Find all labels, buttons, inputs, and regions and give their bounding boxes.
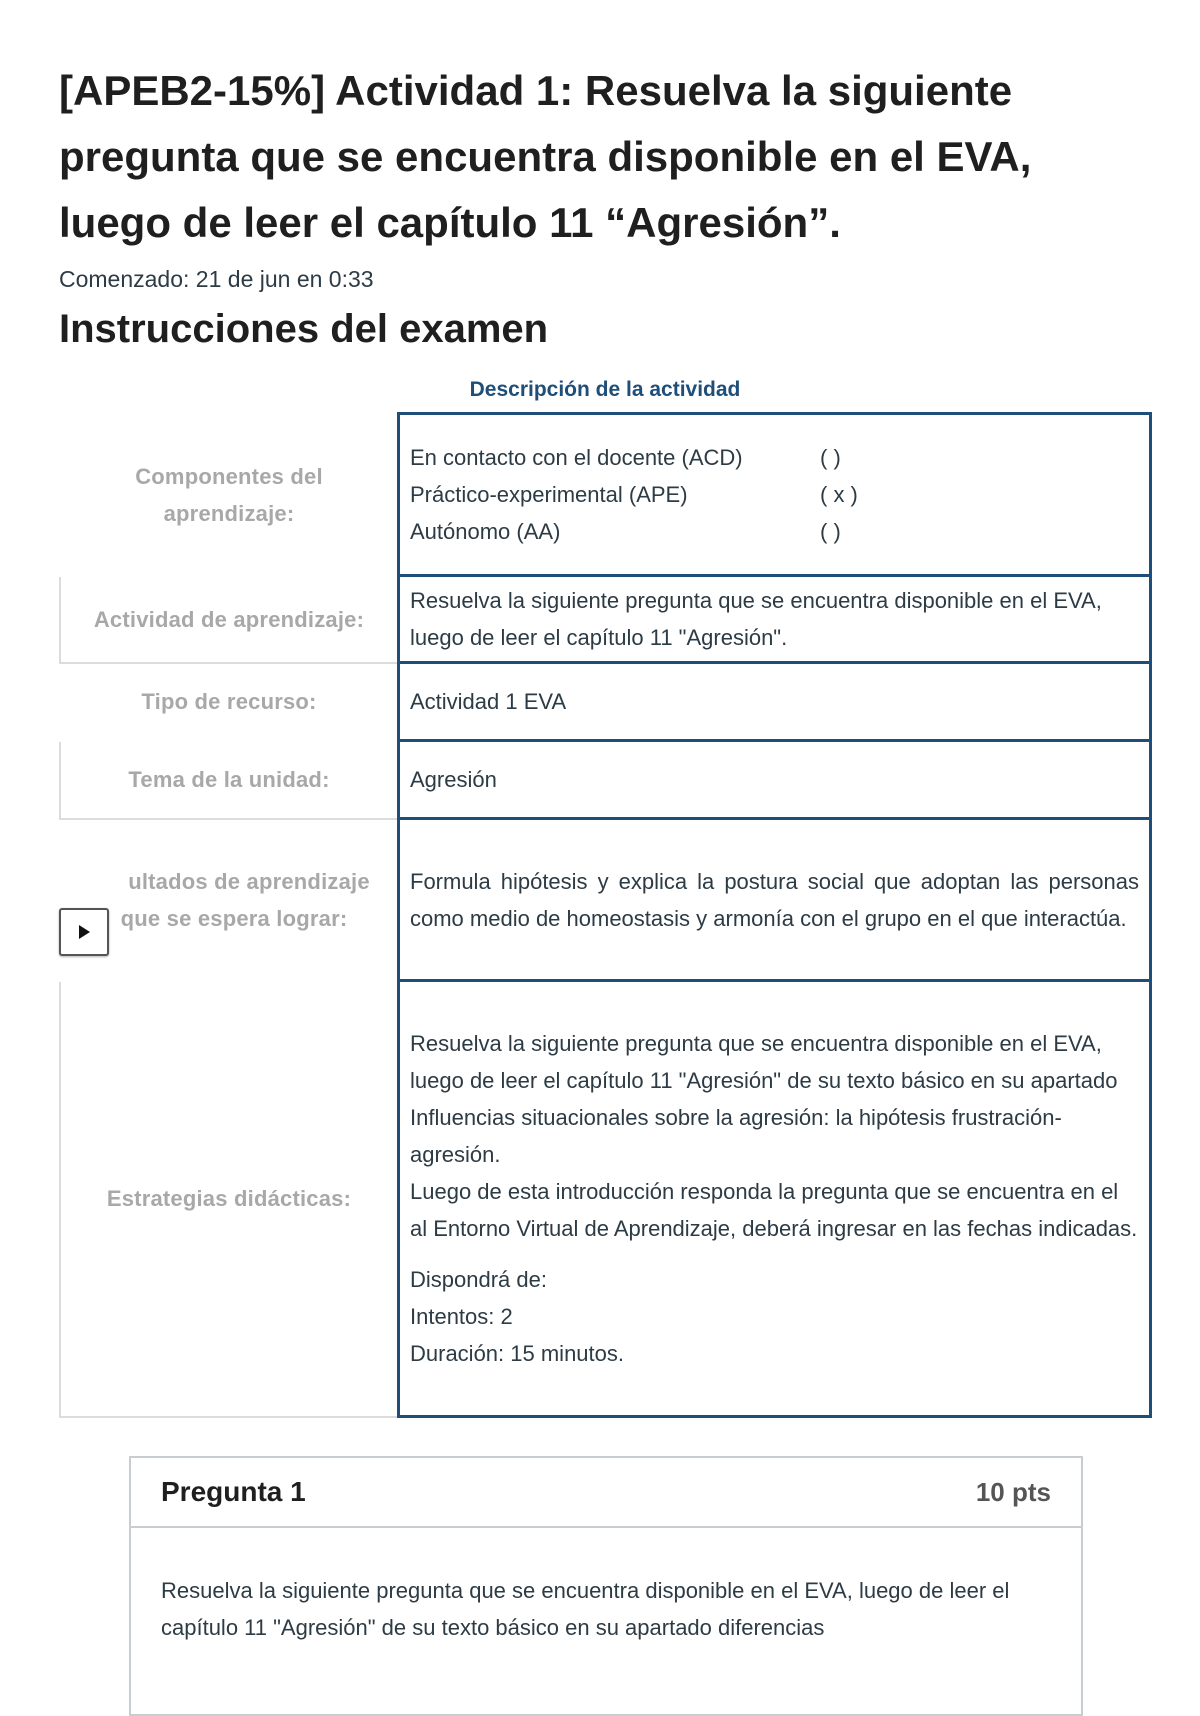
play-button[interactable] xyxy=(59,908,109,956)
strategies-value xyxy=(399,981,1151,1417)
strategies-available: Dispondrá de: xyxy=(410,1267,547,1292)
component-item xyxy=(410,513,1139,550)
question-points: 10 pts xyxy=(975,1476,1051,1507)
activity-description-caption: Descripción de la actividad xyxy=(469,378,741,401)
strategies-paragraph-2: Luego de esta introducción responda la pregunta que se encuentra en el al Entorno Virtual de Aprendizaje, deberá ingresar en las fechas indicadas. xyxy=(410,1179,1138,1241)
table-row-strategies xyxy=(60,981,1151,1417)
components-label-line1: Componentes del xyxy=(135,463,323,489)
question-title: Pregunta 1 xyxy=(161,1476,306,1507)
component-item xyxy=(410,439,1139,476)
strategies-duration: Duración: 15 minutos. xyxy=(410,1341,624,1366)
components-value xyxy=(399,414,1151,576)
question-text: Resuelva la siguiente pregunta que se encuentra disponible en el EVA, luego de leer el capítulo 11 "Agresión" de su texto básico en su apartado diferencias xyxy=(161,1578,1010,1640)
component-mark: ( x ) xyxy=(820,482,858,507)
started-timestamp: Comenzado: 21 de jun en 0:33 xyxy=(59,266,374,292)
unit-topic-value: Agresión xyxy=(399,741,1151,819)
component-name: Autónomo (AA) xyxy=(410,519,561,544)
expected-results-label-line2: que se espera lograr: xyxy=(120,905,348,931)
expected-results-label xyxy=(60,819,399,981)
table-row-resource-type xyxy=(60,663,1151,741)
component-mark: ( ) xyxy=(820,445,841,470)
play-icon xyxy=(76,924,92,940)
component-item xyxy=(410,476,1139,513)
question-card xyxy=(129,1456,1083,1716)
strategies-label: Estrategias didácticas: xyxy=(60,981,399,1417)
question-header xyxy=(131,1458,1081,1528)
component-name: Práctico-experimental (APE) xyxy=(410,482,688,507)
components-label xyxy=(60,414,399,576)
quiz-title: [APEB2-15%] Actividad 1: Resuelva la siguiente pregunta que se encuentra disponible en el EVA, luego de leer el capítulo 11 “Agresión”. xyxy=(59,67,1032,246)
resource-type-label: Tipo de recurso: xyxy=(60,663,399,741)
quiz-page xyxy=(59,58,1151,1366)
expected-results-value: Formula hipótesis y explica la postura social que adoptan las personas como medio de homeostasis y armonía con el grupo en el que interactúa. xyxy=(399,819,1151,981)
strategies-attempts: Intentos: 2 xyxy=(410,1304,513,1329)
table-row-components xyxy=(60,414,1151,576)
component-name: En contacto con el docente (ACD) xyxy=(410,445,743,470)
table-row-unit-topic xyxy=(60,741,1151,819)
component-mark: ( ) xyxy=(820,519,841,544)
activity-description-table xyxy=(59,412,1152,1418)
resource-type-value: Actividad 1 EVA xyxy=(399,663,1151,741)
strategies-paragraph-1: Resuelva la siguiente pregunta que se encuentra disponible en el EVA, luego de leer el capítulo 11 "Agresión" de su texto básico en su apartado Influencias situacionales sobre la agresión: la hipótesis frustración-agresión. xyxy=(410,1031,1118,1167)
table-row-learning-activity xyxy=(60,576,1151,663)
unit-topic-label: Tema de la unidad: xyxy=(60,741,399,819)
instructions-heading: Instrucciones del examen xyxy=(59,307,549,351)
table-row-expected-results xyxy=(60,819,1151,981)
expected-results-label-line1: ultados de aprendizaje xyxy=(128,868,370,894)
components-label-line2: aprendizaje: xyxy=(163,500,295,526)
learning-activity-value: Resuelva la siguiente pregunta que se encuentra disponible en el EVA, luego de leer el capítulo 11 "Agresión". xyxy=(399,576,1151,663)
learning-activity-label: Actividad de aprendizaje: xyxy=(60,576,399,663)
